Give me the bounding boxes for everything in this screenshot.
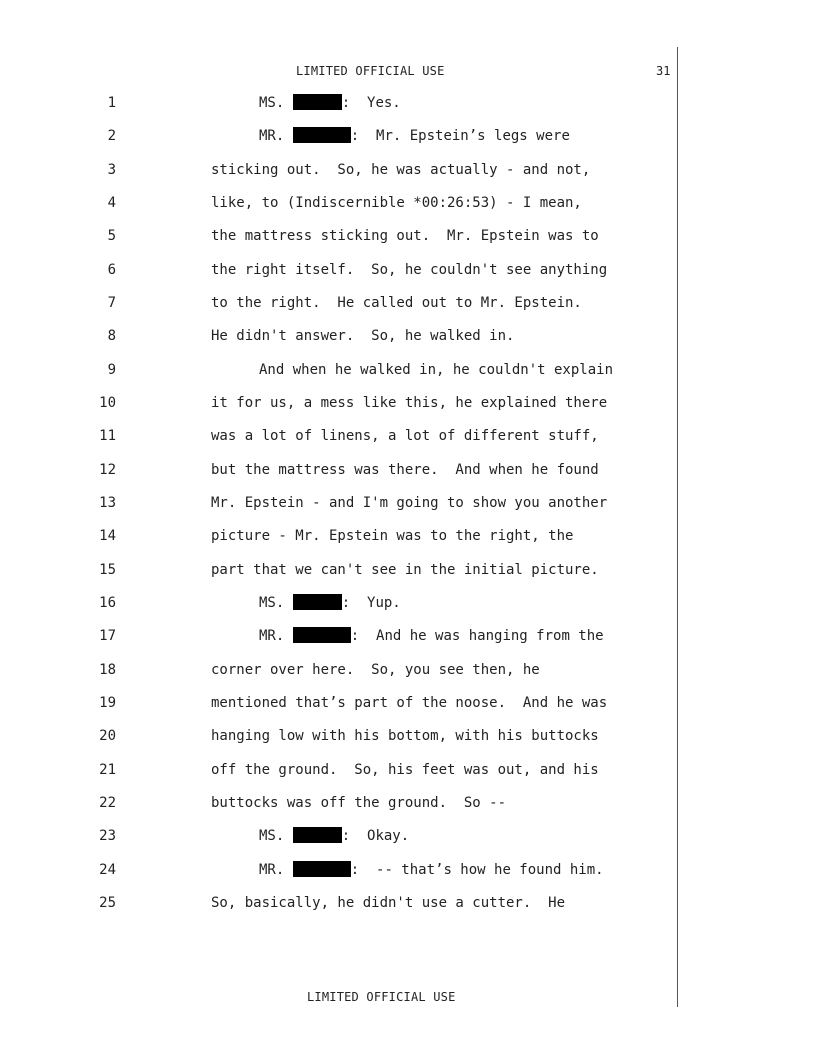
line-text: mentioned that’s part of the noose. And he was <box>211 695 608 711</box>
transcript-line <box>0 260 676 280</box>
transcript-line <box>0 326 676 346</box>
line-text: So, basically, he didn't use a cutter. He <box>211 895 566 911</box>
footer-classification: LIMITED OFFICIAL USE <box>307 990 456 1004</box>
transcript-line <box>0 126 676 146</box>
speaker-label: MS. <box>259 95 285 111</box>
line-text: sticking out. So, he was actually - and not, <box>211 162 591 178</box>
line-text: And when he walked in, he couldn't explain <box>259 362 614 378</box>
redaction-box <box>293 127 351 143</box>
transcript-line <box>0 793 676 813</box>
transcript-line <box>0 160 676 180</box>
line-number: 21 <box>99 762 116 778</box>
transcript-line <box>0 660 676 680</box>
line-number: 17 <box>99 628 116 644</box>
speaker-label: MR. <box>259 628 285 644</box>
spoken-text: : -- that’s how he found him. <box>350 862 604 878</box>
line-text: to the right. He called out to Mr. Epstein. <box>211 295 582 311</box>
line-text: buttocks was off the ground. So -- <box>211 795 507 811</box>
line-text: corner over here. So, you see then, he <box>211 662 540 678</box>
line-number: 2 <box>107 128 116 144</box>
transcript-line <box>0 826 676 846</box>
line-number: 4 <box>107 195 116 211</box>
line-number: 16 <box>99 595 116 611</box>
line-text: picture - Mr. Epstein was to the right, the <box>211 528 574 544</box>
line-text <box>259 593 401 613</box>
transcript-line <box>0 760 676 780</box>
line-text: Mr. Epstein - and I'm going to show you another <box>211 495 608 511</box>
line-number: 19 <box>99 695 116 711</box>
line-text: the right itself. So, he couldn't see anything <box>211 262 608 278</box>
speaker-label: MS. <box>259 828 285 844</box>
line-text: was a lot of linens, a lot of different stuff, <box>211 428 599 444</box>
line-text <box>259 626 604 646</box>
transcript-line <box>0 193 676 213</box>
spoken-text: : Okay. <box>341 828 410 844</box>
line-number: 11 <box>99 428 116 444</box>
speaker-label: MR. <box>259 862 285 878</box>
line-number: 1 <box>107 95 116 111</box>
transcript-line <box>0 593 676 613</box>
transcript-line <box>0 526 676 546</box>
transcript-line <box>0 860 676 880</box>
line-text <box>259 93 401 113</box>
transcript-line <box>0 426 676 446</box>
redaction-box <box>293 594 342 610</box>
redaction-box <box>293 94 342 110</box>
transcript-line <box>0 226 676 246</box>
line-number: 12 <box>99 462 116 478</box>
spoken-text: : And he was hanging from the <box>350 628 604 644</box>
transcript-line <box>0 726 676 746</box>
speaker-label: MS. <box>259 595 285 611</box>
redaction-box <box>293 827 342 843</box>
page-number: 31 <box>656 64 671 78</box>
header-classification: LIMITED OFFICIAL USE <box>296 64 445 78</box>
transcript-line <box>0 360 676 380</box>
line-number: 8 <box>107 328 116 344</box>
line-number: 6 <box>107 262 116 278</box>
transcript-line <box>0 293 676 313</box>
line-number: 7 <box>107 295 116 311</box>
line-text: off the ground. So, his feet was out, and his <box>211 762 599 778</box>
line-number: 18 <box>99 662 116 678</box>
line-number: 22 <box>99 795 116 811</box>
line-text <box>259 860 604 880</box>
line-text: hanging low with his bottom, with his buttocks <box>211 728 599 744</box>
spoken-text: : Yes. <box>341 95 401 111</box>
spoken-text: : Mr. Epstein’s legs were <box>350 128 570 144</box>
line-text <box>259 126 570 146</box>
line-text: the mattress sticking out. Mr. Epstein was to <box>211 228 599 244</box>
transcript-line <box>0 393 676 413</box>
transcript-line <box>0 93 676 113</box>
line-number: 9 <box>107 362 116 378</box>
line-text <box>259 826 409 846</box>
line-number: 15 <box>99 562 116 578</box>
line-text: part that we can't see in the initial picture. <box>211 562 599 578</box>
transcript-line <box>0 893 676 913</box>
transcript-line <box>0 460 676 480</box>
speaker-label: MR. <box>259 128 285 144</box>
line-number: 14 <box>99 528 116 544</box>
line-text: like, to (Indiscernible *00:26:53) - I mean, <box>211 195 582 211</box>
line-number: 13 <box>99 495 116 511</box>
line-number: 20 <box>99 728 116 744</box>
transcript-line <box>0 493 676 513</box>
line-text: it for us, a mess like this, he explained there <box>211 395 608 411</box>
transcript-line <box>0 626 676 646</box>
redaction-box <box>293 861 351 877</box>
right-margin-rule <box>677 47 678 1007</box>
transcript-line <box>0 693 676 713</box>
transcript-line <box>0 560 676 580</box>
line-number: 23 <box>99 828 116 844</box>
redaction-box <box>293 627 351 643</box>
line-number: 5 <box>107 228 116 244</box>
line-number: 3 <box>107 162 116 178</box>
line-number: 25 <box>99 895 116 911</box>
line-number: 10 <box>99 395 116 411</box>
line-number: 24 <box>99 862 116 878</box>
line-text: He didn't answer. So, he walked in. <box>211 328 515 344</box>
line-text: but the mattress was there. And when he found <box>211 462 599 478</box>
spoken-text: : Yup. <box>341 595 401 611</box>
